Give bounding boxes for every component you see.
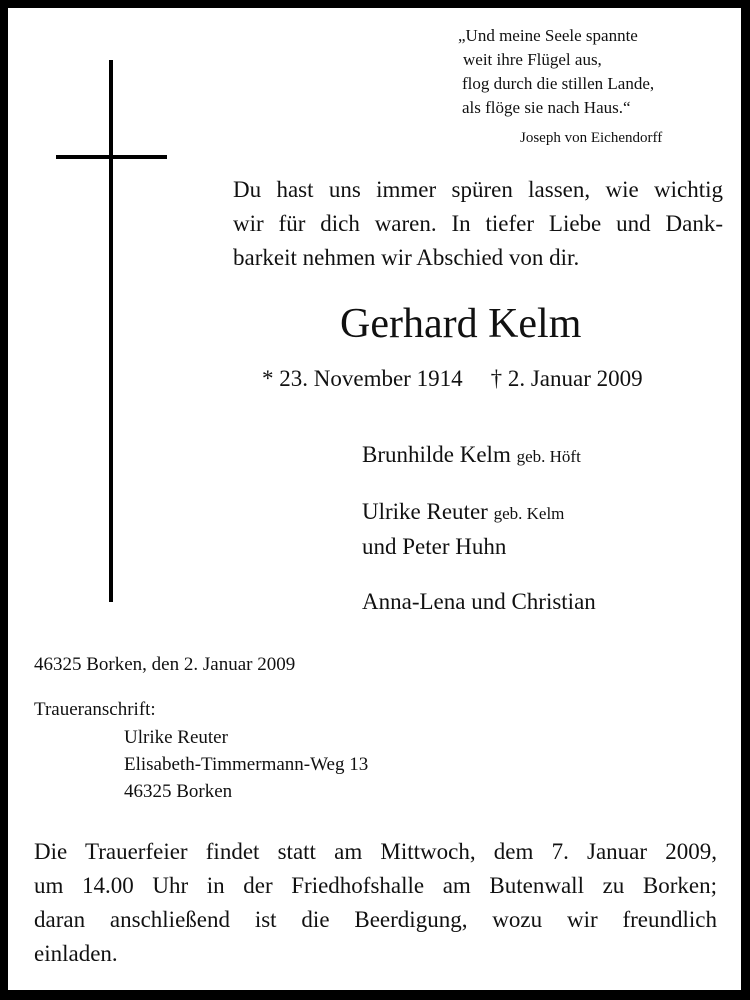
funeral-line: um 14.00 Uhr in der Friedhofshalle am Butenwall zu Borken; [34,873,717,898]
birth-date: * 23. November 1914 [262,366,463,391]
mourner-maiden-name: geb. Kelm [493,504,565,523]
intro-text [233,173,723,275]
address-label: Traueranschrift: [34,699,156,720]
mourner-entry [362,442,581,468]
poem-line: „Und meine Seele spannte [458,26,638,45]
mourning-address [124,724,368,805]
cross-icon-bar [56,155,167,159]
poem-line: flog durch die stillen Lande, [462,74,655,93]
deceased-name: Gerhard Kelm [340,301,582,347]
address-line: Elisabeth-Timmermann-Weg 13 [124,754,369,775]
intro-line: Du hast uns immer spüren lassen, wie wichtig [233,177,723,202]
intro-line: wir für dich waren. In tiefer Liebe und Dank- [233,211,723,236]
life-dates [262,366,643,392]
mourner-entry [362,534,506,560]
intro-line: barkeit nehmen wir Abschied von dir. [233,245,580,270]
mourner-entry [362,499,564,525]
funeral-notice [34,835,717,971]
address-line: Ulrike Reuter [124,727,228,748]
funeral-line: einladen. [34,941,118,966]
place-date: 46325 Borken, den 2. Januar 2009 [34,654,296,675]
cross-icon [109,60,113,602]
death-date: † 2. Januar 2009 [490,366,643,391]
mourner-maiden-name: geb. Höft [516,447,581,466]
address-line: 46325 Borken [124,781,233,802]
mourner-name: und Peter Huhn [362,534,507,559]
mourner-entry [362,589,596,615]
poem-line: weit ihre Flügel aus, [463,50,602,69]
mourner-name: Anna-Lena und Christian [362,589,596,614]
poem-author: Joseph von Eichendorff [520,130,663,146]
mourner-name: Ulrike Reuter [362,499,488,524]
funeral-line: daran anschließend ist die Beerdigung, wozu wir freundlich [34,907,717,932]
mourner-name: Brunhilde Kelm [362,442,511,467]
poem-quote [458,24,654,120]
poem-line: als flöge sie nach Haus.“ [462,98,631,117]
funeral-line: Die Trauerfeier findet statt am Mittwoch, dem 7. Januar 2009, [34,839,717,864]
